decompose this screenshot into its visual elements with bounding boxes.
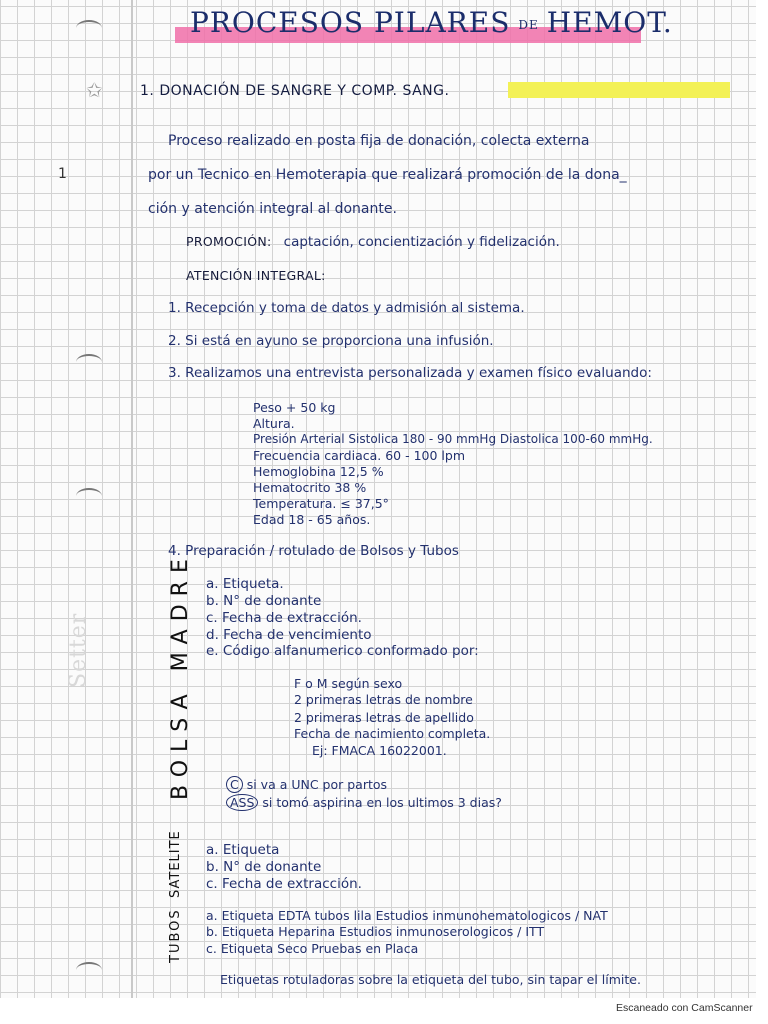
code-part: 2 primeras letras de apellido [294,710,474,725]
note-text: si tomó aspirina en los ultimos 3 dias? [262,795,502,810]
bolsa-item: a. Etiqueta. [206,576,284,592]
title-left: PROCESOS PILARES [190,6,511,39]
evaluation-item: Frecuencia cardiaca. 60 - 100 lpm [253,448,465,463]
note-item [226,794,502,811]
evaluation-item: Hemoglobina 12,5 % [253,464,384,479]
evaluation-item: Peso + 50 kg [253,400,336,415]
scanner-footer: Escaneado con CamScanner [616,1002,753,1014]
promocion-line [186,234,560,250]
note-mark: C [226,776,243,793]
title-right: HEMOT. [546,6,673,39]
section-title: DONACIÓN DE SANGRE Y COMP. SANG. [159,83,450,99]
note-text: si va a UNC por partos [246,777,388,792]
satelite-item: c. Fecha de extracción. [206,876,362,892]
tubos-item: a. Etiqueta EDTA tubos lila Estudios inmunohematologicos / NAT [206,908,608,923]
satelite-label: SATELITE [168,830,183,898]
satelite-item: a. Etiqueta [206,842,280,858]
bolsa-item: c. Fecha de extracción. [206,610,362,626]
code-part: F o M según sexo [294,676,403,691]
note-item [226,776,387,793]
bolsa-item: e. Código alfanumerico conformado por: [206,643,479,659]
step-item: 2. Si está en ayuno se proporciona una infusión. [168,333,494,349]
paragraph-line: Proceso realizado en posta fija de donación, colecta externa [168,133,590,149]
closing-note: Etiquetas rotuladoras sobre la etiqueta del tubo, sin tapar el límite. [220,972,641,987]
margin-number: 1 [58,166,67,182]
step-item: 4. Preparación / rotulado de Bolsos y Tubos [168,543,459,559]
title-de: DE [518,17,539,32]
margin-line [131,0,133,998]
step-item: 1. Recepción y toma de datos y admisión al sistema. [168,300,525,316]
bolsa-madre-label: BOLSA MADRE [168,551,193,800]
evaluation-item: Edad 18 - 65 años. [253,512,371,527]
evaluation-item: Temperatura. ≤ 37,5° [253,496,389,511]
note-mark: ASS [226,794,258,811]
yellow-highlight [508,82,730,98]
evaluation-item: Hematocrito 38 % [253,480,367,495]
tubos-item: b. Etiqueta Heparina Estudios inmunoserologicos / ITT [206,924,545,939]
code-part: Fecha de nacimiento completa. [294,726,491,741]
section-heading [140,83,449,99]
section-number: 1. [140,83,155,99]
ring-hole [76,962,102,978]
bolsa-item: b. N° de donante [206,593,322,609]
ring-hole [76,354,102,370]
atencion-label: ATENCIÓN INTEGRAL: [186,268,326,283]
tubos-label: TUBOS [168,908,183,963]
promocion-text: captación, concientización y fidelización. [283,234,560,250]
bolsa-item: d. Fecha de vencimiento [206,627,372,643]
evaluation-item: Altura. [253,416,295,431]
satelite-item: b. N° de donante [206,859,322,875]
page-title [190,6,673,39]
promocion-label: PROMOCIÓN: [186,234,272,249]
paragraph-line: ción y atención integral al donante. [148,201,397,217]
code-example: Ej: FMACA 16022001. [312,743,447,758]
ring-hole [76,20,102,36]
evaluation-item: Presión Arterial Sistolica 180 - 90 mmHg Diastolica 100-60 mmHg. [253,432,653,446]
tubos-item: c. Etiqueta Seco Pruebas en Placa [206,941,419,956]
faint-watermark: Setter [66,612,91,688]
step-item: 3. Realizamos una entrevista personalizada y examen físico evaluando: [168,365,652,381]
star-icon: ✩ [86,78,103,102]
paragraph-line: por un Tecnico en Hemoterapia que realizará promoción de la dona_ [148,167,627,183]
code-part: 2 primeras letras de nombre [294,692,473,707]
ring-hole [76,488,102,504]
